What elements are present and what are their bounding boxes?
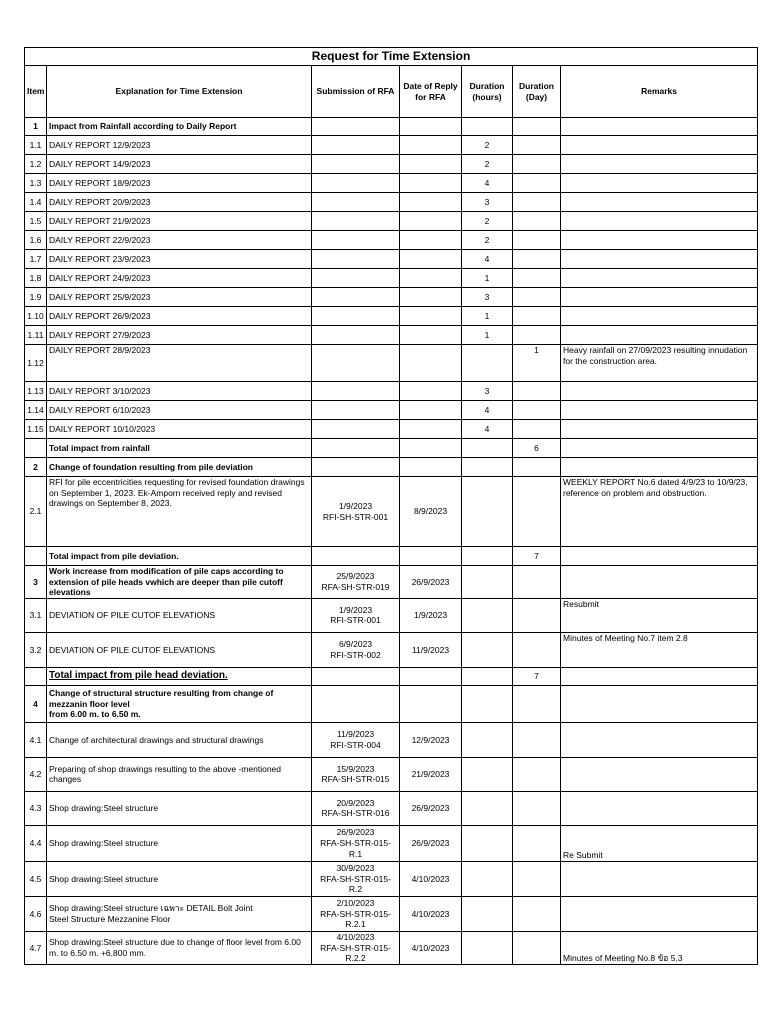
table-row bbox=[25, 439, 758, 458]
cell-remarks bbox=[561, 547, 758, 566]
cell-item: 3.2 bbox=[25, 632, 47, 667]
cell-explanation: Shop drawing:Steel structure bbox=[47, 825, 312, 861]
table-row bbox=[25, 401, 758, 420]
cell-hours: 1 bbox=[462, 307, 513, 326]
cell-submission bbox=[312, 136, 400, 155]
cell-submission: 30/9/2023 RFA-SH-STR-015-R.2 bbox=[312, 861, 400, 896]
cell-explanation: DAILY REPORT 14/9/2023 bbox=[47, 155, 312, 174]
cell-remarks: Minutes of Meeting No.8 ข้อ 5.3 bbox=[561, 931, 758, 964]
cell-day bbox=[513, 791, 561, 825]
cell-submission: 6/9/2023 RFI-STR-002 bbox=[312, 632, 400, 667]
cell-hours bbox=[462, 632, 513, 667]
cell-day bbox=[513, 722, 561, 757]
cell-item: 1.3 bbox=[25, 174, 47, 193]
cell-reply: 12/9/2023 bbox=[400, 722, 462, 757]
cell-day bbox=[513, 458, 561, 477]
table-row bbox=[25, 420, 758, 439]
cell-hours: 1 bbox=[462, 326, 513, 345]
cell-day bbox=[513, 307, 561, 326]
cell-reply: 4/10/2023 bbox=[400, 861, 462, 896]
cell-hours: 1 bbox=[462, 269, 513, 288]
table-row bbox=[25, 791, 758, 825]
cell-remarks bbox=[561, 458, 758, 477]
cell-submission: 11/9/2023 RFI-STR-004 bbox=[312, 722, 400, 757]
cell-submission bbox=[312, 231, 400, 250]
cell-remarks: Heavy rainfall on 27/09/2023 resulting innudation for the construction area. bbox=[561, 345, 758, 382]
cell-remarks bbox=[561, 118, 758, 136]
cell-reply bbox=[400, 685, 462, 722]
header-item: Item bbox=[25, 66, 47, 118]
cell-explanation: Shop drawing:Steel structure due to change of floor level from 6.00 m. to 6.50 m. +6,800 mm. bbox=[47, 931, 312, 964]
cell-item: 3 bbox=[25, 566, 47, 599]
cell-item: 4.5 bbox=[25, 861, 47, 896]
cell-remarks bbox=[561, 193, 758, 212]
cell-day: 6 bbox=[513, 439, 561, 458]
cell-hours bbox=[462, 439, 513, 458]
table-row bbox=[25, 250, 758, 269]
cell-item: 2.1 bbox=[25, 477, 47, 547]
cell-explanation: Shop drawing:Steel structure เฉพาะ DETAIL Bolt Joint Steel Structure Mezzanine Floor bbox=[47, 896, 312, 931]
cell-hours bbox=[462, 825, 513, 861]
cell-remarks bbox=[561, 861, 758, 896]
cell-item: 1.11 bbox=[25, 326, 47, 345]
cell-submission bbox=[312, 307, 400, 326]
cell-reply bbox=[400, 269, 462, 288]
cell-day bbox=[513, 931, 561, 964]
cell-day bbox=[513, 326, 561, 345]
table-row bbox=[25, 288, 758, 307]
cell-remarks bbox=[561, 685, 758, 722]
cell-remarks bbox=[561, 231, 758, 250]
cell-remarks bbox=[561, 250, 758, 269]
cell-item: 4 bbox=[25, 685, 47, 722]
cell-explanation: DEVIATION OF PILE CUTOF ELEVATIONS bbox=[47, 632, 312, 667]
table-row bbox=[25, 861, 758, 896]
cell-item: 4.4 bbox=[25, 825, 47, 861]
cell-remarks bbox=[561, 326, 758, 345]
cell-reply bbox=[400, 288, 462, 307]
cell-day bbox=[513, 632, 561, 667]
cell-remarks bbox=[561, 382, 758, 401]
cell-explanation: Work increase from modification of pile caps according to extension of pile heads vwhich are deeper than pile cutoff elevations bbox=[47, 566, 312, 599]
header-reply: Date of Reply for RFA bbox=[400, 66, 462, 118]
cell-item: 4.6 bbox=[25, 896, 47, 931]
cell-day bbox=[513, 825, 561, 861]
cell-day bbox=[513, 174, 561, 193]
cell-reply: 4/10/2023 bbox=[400, 931, 462, 964]
table-row bbox=[25, 118, 758, 136]
cell-hours: 2 bbox=[462, 136, 513, 155]
cell-reply: 8/9/2023 bbox=[400, 477, 462, 547]
cell-submission bbox=[312, 547, 400, 566]
cell-explanation: DAILY REPORT 18/9/2023 bbox=[47, 174, 312, 193]
cell-hours: 2 bbox=[462, 231, 513, 250]
cell-remarks bbox=[561, 401, 758, 420]
cell-item: 1.6 bbox=[25, 231, 47, 250]
cell-hours bbox=[462, 345, 513, 382]
cell-explanation: DAILY REPORT 22/9/2023 bbox=[47, 231, 312, 250]
cell-submission bbox=[312, 382, 400, 401]
cell-explanation: DAILY REPORT 25/9/2023 bbox=[47, 288, 312, 307]
cell-submission: 15/9/2023 RFA-SH-STR-015 bbox=[312, 757, 400, 791]
cell-submission bbox=[312, 667, 400, 685]
cell-submission: 4/10/2023 RFA-SH-STR-015-R.2.2 bbox=[312, 931, 400, 964]
cell-reply bbox=[400, 458, 462, 477]
time-extension-table bbox=[24, 47, 758, 965]
cell-explanation: Shop drawing:Steel structure bbox=[47, 861, 312, 896]
cell-remarks bbox=[561, 791, 758, 825]
header-day: Duration (Day) bbox=[513, 66, 561, 118]
cell-explanation: Total impact from pile deviation. bbox=[47, 547, 312, 566]
cell-explanation: DAILY REPORT 12/9/2023 bbox=[47, 136, 312, 155]
cell-remarks bbox=[561, 722, 758, 757]
cell-remarks bbox=[561, 307, 758, 326]
cell-remarks: Re Submit bbox=[561, 825, 758, 861]
cell-remarks bbox=[561, 757, 758, 791]
cell-day bbox=[513, 382, 561, 401]
cell-reply bbox=[400, 439, 462, 458]
cell-reply bbox=[400, 155, 462, 174]
cell-day: 7 bbox=[513, 667, 561, 685]
cell-hours bbox=[462, 118, 513, 136]
table-row bbox=[25, 566, 758, 599]
cell-submission bbox=[312, 401, 400, 420]
cell-reply bbox=[400, 174, 462, 193]
header-row bbox=[25, 66, 758, 118]
cell-hours: 3 bbox=[462, 382, 513, 401]
table-row bbox=[25, 382, 758, 401]
cell-reply bbox=[400, 118, 462, 136]
cell-day: 1 bbox=[513, 345, 561, 382]
cell-remarks bbox=[561, 896, 758, 931]
cell-reply bbox=[400, 193, 462, 212]
table-row bbox=[25, 825, 758, 861]
cell-hours bbox=[462, 757, 513, 791]
cell-submission bbox=[312, 269, 400, 288]
cell-reply: 26/9/2023 bbox=[400, 791, 462, 825]
table-row bbox=[25, 757, 758, 791]
cell-explanation: Impact from Rainfall according to Daily Report bbox=[47, 118, 312, 136]
cell-reply bbox=[400, 136, 462, 155]
cell-submission bbox=[312, 439, 400, 458]
cell-day bbox=[513, 401, 561, 420]
cell-reply bbox=[400, 420, 462, 439]
cell-submission bbox=[312, 174, 400, 193]
cell-item: 1.9 bbox=[25, 288, 47, 307]
cell-remarks bbox=[561, 155, 758, 174]
cell-hours: 3 bbox=[462, 193, 513, 212]
table-row bbox=[25, 326, 758, 345]
cell-explanation: DAILY REPORT 3/10/2023 bbox=[47, 382, 312, 401]
cell-item: 4.3 bbox=[25, 791, 47, 825]
cell-reply: 26/9/2023 bbox=[400, 825, 462, 861]
cell-remarks bbox=[561, 566, 758, 599]
cell-item: 1.15 bbox=[25, 420, 47, 439]
cell-reply: 11/9/2023 bbox=[400, 632, 462, 667]
cell-item: 1.12 bbox=[25, 345, 47, 382]
cell-hours: 4 bbox=[462, 420, 513, 439]
cell-explanation: DAILY REPORT 24/9/2023 bbox=[47, 269, 312, 288]
cell-submission bbox=[312, 288, 400, 307]
cell-hours bbox=[462, 477, 513, 547]
cell-day: 7 bbox=[513, 547, 561, 566]
table-row bbox=[25, 598, 758, 632]
cell-submission: 2/10/2023 RFA-SH-STR-015-R.2.1 bbox=[312, 896, 400, 931]
table-row bbox=[25, 269, 758, 288]
cell-reply: 1/9/2023 bbox=[400, 598, 462, 632]
cell-explanation: DAILY REPORT 28/9/2023 bbox=[47, 345, 312, 382]
table-row bbox=[25, 722, 758, 757]
table-row bbox=[25, 931, 758, 964]
cell-explanation: DAILY REPORT 10/10/2023 bbox=[47, 420, 312, 439]
cell-explanation: Total impact from pile head deviation. bbox=[47, 667, 312, 685]
cell-item: 1.8 bbox=[25, 269, 47, 288]
cell-remarks bbox=[561, 420, 758, 439]
cell-remarks bbox=[561, 136, 758, 155]
cell-hours bbox=[462, 458, 513, 477]
cell-day bbox=[513, 231, 561, 250]
table-row bbox=[25, 896, 758, 931]
cell-reply bbox=[400, 212, 462, 231]
cell-item: 2 bbox=[25, 458, 47, 477]
cell-day bbox=[513, 685, 561, 722]
cell-explanation: Change of architectural drawings and structural drawings bbox=[47, 722, 312, 757]
cell-submission bbox=[312, 155, 400, 174]
table-row bbox=[25, 174, 758, 193]
cell-item: 1.4 bbox=[25, 193, 47, 212]
cell-explanation: DAILY REPORT 27/9/2023 bbox=[47, 326, 312, 345]
cell-submission: 25/9/2023 RFA-SH-STR-019 bbox=[312, 566, 400, 599]
cell-day bbox=[513, 757, 561, 791]
table-row bbox=[25, 685, 758, 722]
cell-day bbox=[513, 598, 561, 632]
cell-explanation: Shop drawing:Steel structure bbox=[47, 791, 312, 825]
cell-day bbox=[513, 250, 561, 269]
cell-reply bbox=[400, 547, 462, 566]
cell-explanation: DAILY REPORT 26/9/2023 bbox=[47, 307, 312, 326]
cell-item: 4.7 bbox=[25, 931, 47, 964]
cell-hours bbox=[462, 791, 513, 825]
cell-explanation: DEVIATION OF PILE CUTOF ELEVATIONS bbox=[47, 598, 312, 632]
cell-submission bbox=[312, 345, 400, 382]
cell-hours bbox=[462, 667, 513, 685]
cell-item: 4.1 bbox=[25, 722, 47, 757]
cell-submission: 20/9/2023 RFA-SH-STR-016 bbox=[312, 791, 400, 825]
cell-explanation: DAILY REPORT 20/9/2023 bbox=[47, 193, 312, 212]
cell-day bbox=[513, 477, 561, 547]
cell-day bbox=[513, 193, 561, 212]
cell-explanation: DAILY REPORT 21/9/2023 bbox=[47, 212, 312, 231]
cell-reply bbox=[400, 382, 462, 401]
table-row bbox=[25, 477, 758, 547]
cell-day bbox=[513, 136, 561, 155]
cell-remarks: Resubmit bbox=[561, 598, 758, 632]
table-row bbox=[25, 193, 758, 212]
header-hours: Duration (hours) bbox=[462, 66, 513, 118]
cell-day bbox=[513, 118, 561, 136]
cell-remarks: Minutes of Meeting No.7 item 2.8 bbox=[561, 632, 758, 667]
cell-hours: 3 bbox=[462, 288, 513, 307]
cell-item bbox=[25, 439, 47, 458]
cell-hours: 4 bbox=[462, 401, 513, 420]
cell-hours bbox=[462, 896, 513, 931]
cell-hours bbox=[462, 931, 513, 964]
cell-explanation: DAILY REPORT 6/10/2023 bbox=[47, 401, 312, 420]
cell-remarks bbox=[561, 667, 758, 685]
cell-day bbox=[513, 155, 561, 174]
cell-hours bbox=[462, 861, 513, 896]
cell-reply bbox=[400, 345, 462, 382]
table-row bbox=[25, 307, 758, 326]
cell-reply bbox=[400, 401, 462, 420]
table-row bbox=[25, 345, 758, 382]
table-row bbox=[25, 632, 758, 667]
cell-hours: 4 bbox=[462, 174, 513, 193]
cell-day bbox=[513, 566, 561, 599]
cell-day bbox=[513, 269, 561, 288]
cell-submission bbox=[312, 326, 400, 345]
cell-reply: 26/9/2023 bbox=[400, 566, 462, 599]
header-remarks: Remarks bbox=[561, 66, 758, 118]
cell-submission bbox=[312, 458, 400, 477]
cell-reply bbox=[400, 250, 462, 269]
cell-reply bbox=[400, 307, 462, 326]
cell-submission: 26/9/2023 RFA-SH-STR-015-R.1 bbox=[312, 825, 400, 861]
table-row bbox=[25, 231, 758, 250]
table-body bbox=[25, 118, 758, 965]
cell-submission: 1/9/2023 RFI-STR-001 bbox=[312, 598, 400, 632]
cell-item: 1.2 bbox=[25, 155, 47, 174]
cell-hours bbox=[462, 566, 513, 599]
cell-reply bbox=[400, 231, 462, 250]
cell-item: 1 bbox=[25, 118, 47, 136]
cell-item: 1.5 bbox=[25, 212, 47, 231]
cell-remarks bbox=[561, 212, 758, 231]
table-row bbox=[25, 136, 758, 155]
cell-hours: 2 bbox=[462, 212, 513, 231]
cell-item: 1.13 bbox=[25, 382, 47, 401]
cell-remarks bbox=[561, 269, 758, 288]
cell-reply: 21/9/2023 bbox=[400, 757, 462, 791]
cell-remarks bbox=[561, 439, 758, 458]
cell-day bbox=[513, 861, 561, 896]
title-row bbox=[25, 48, 758, 66]
cell-submission bbox=[312, 685, 400, 722]
cell-submission bbox=[312, 420, 400, 439]
cell-explanation: Total impact from rainfall bbox=[47, 439, 312, 458]
cell-item: 1.7 bbox=[25, 250, 47, 269]
cell-day bbox=[513, 896, 561, 931]
cell-item: 1.1 bbox=[25, 136, 47, 155]
cell-item: 1.14 bbox=[25, 401, 47, 420]
header-explanation: Explanation for Time Extension bbox=[47, 66, 312, 118]
cell-submission bbox=[312, 118, 400, 136]
cell-remarks: WEEKLY REPORT No.6 dated 4/9/23 to 10/9/23, reference on problem and obstruction. bbox=[561, 477, 758, 547]
table-row bbox=[25, 667, 758, 685]
cell-item bbox=[25, 547, 47, 566]
cell-explanation: Change of structural structure resulting from change of mezzanin floor level from 6.00 m. to 6.50 m. bbox=[47, 685, 312, 722]
cell-hours: 2 bbox=[462, 155, 513, 174]
cell-reply bbox=[400, 326, 462, 345]
cell-item: 1.10 bbox=[25, 307, 47, 326]
cell-item bbox=[25, 667, 47, 685]
cell-hours bbox=[462, 722, 513, 757]
header-submission: Submission of RFA bbox=[312, 66, 400, 118]
page-title: Request for Time Extension bbox=[25, 48, 758, 66]
cell-hours bbox=[462, 685, 513, 722]
cell-explanation: RFI for pile eccentricities requesting for revised foundation drawings on September 1, 2023. Ek-Amporn received reply and revised drawings on September 8, 2023. bbox=[47, 477, 312, 547]
cell-submission bbox=[312, 250, 400, 269]
cell-submission bbox=[312, 212, 400, 231]
cell-submission bbox=[312, 193, 400, 212]
cell-hours bbox=[462, 598, 513, 632]
cell-explanation: DAILY REPORT 23/9/2023 bbox=[47, 250, 312, 269]
cell-day bbox=[513, 420, 561, 439]
cell-day bbox=[513, 288, 561, 307]
cell-remarks bbox=[561, 174, 758, 193]
cell-submission: 1/9/2023 RFI-SH-STR-001 bbox=[312, 477, 400, 547]
cell-reply bbox=[400, 667, 462, 685]
cell-item: 4.2 bbox=[25, 757, 47, 791]
table-row bbox=[25, 212, 758, 231]
table-row bbox=[25, 547, 758, 566]
cell-item: 3.1 bbox=[25, 598, 47, 632]
cell-remarks bbox=[561, 288, 758, 307]
cell-explanation: Preparing of shop drawings resulting to the above -mentioned changes bbox=[47, 757, 312, 791]
table-row bbox=[25, 458, 758, 477]
cell-day bbox=[513, 212, 561, 231]
cell-hours: 4 bbox=[462, 250, 513, 269]
cell-reply: 4/10/2023 bbox=[400, 896, 462, 931]
table-row bbox=[25, 155, 758, 174]
cell-hours bbox=[462, 547, 513, 566]
cell-explanation: Change of foundation resulting from pile deviation bbox=[47, 458, 312, 477]
